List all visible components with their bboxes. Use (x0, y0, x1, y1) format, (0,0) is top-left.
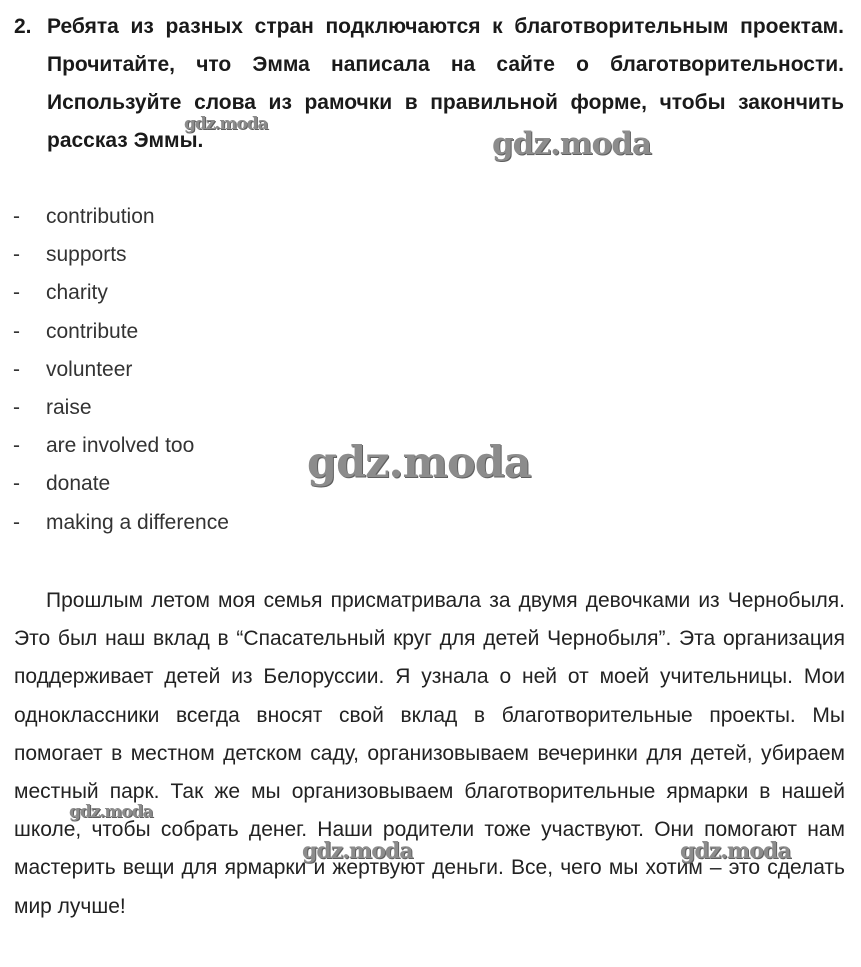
bullet-dash: - (13, 395, 20, 419)
watermark: gdz.moda (184, 114, 268, 134)
watermark: gdz.moda (680, 838, 791, 864)
word-item: contribute (46, 319, 139, 343)
task-instructions: Ребята из разных стран подключаются к благотворительным проектам. Прочитайте, что Эмма написала на сайте о благотворительности. Используйте слова из рамочки в правильной форме, чтобы закончить рассказ Эммы. (47, 15, 844, 152)
word-item: charity (46, 281, 108, 305)
task-number: 2. (14, 15, 32, 38)
bullet-dash: - (13, 357, 20, 381)
word-item: supports (46, 243, 127, 267)
watermark: gdz.moda (307, 438, 531, 488)
task-heading (14, 8, 844, 160)
bullet-dash: - (13, 434, 20, 458)
watermark: gdz.moda (69, 802, 153, 822)
word-item: raise (46, 395, 92, 419)
word-item: making a difference (46, 510, 229, 534)
bullet-dash: - (13, 472, 20, 496)
bullet-dash: - (13, 510, 20, 534)
story-paragraph: Прошлым летом моя семья присматривала за двумя девочками из Чернобыля. Это был наш вклад в “Спасательный круг для детей Чернобыля”. Эта организация поддерживает детей из Белоруссии. Я узнала о ней от моей учительницы. Мои одноклассники всегда вносят свой вклад в благотворительные проекты. Мы помогает в местном детском саду, организовываем вечеринки для детей, убираем местный парк. Так же мы организовываем благотворительные ярмарки в нашей школе, чтобы собрать денег. Наши родители тоже участвуют. Они помогают нам мастерить вещи для ярмарки и жертвуют деньги. Все, чего мы хотим – это сделать мир лучше! (14, 589, 845, 918)
word-item: volunteer (46, 357, 133, 381)
bullet-dash: - (13, 205, 20, 228)
bullet-dash: - (13, 319, 20, 343)
word-item: donate (46, 472, 111, 496)
bullet-dash: - (13, 281, 20, 305)
word-item: contribution (46, 205, 155, 228)
word-item: are involved too (46, 434, 195, 458)
bullet-dash: - (13, 243, 20, 267)
watermark: gdz.moda (492, 126, 651, 162)
watermark: gdz.moda (302, 838, 413, 864)
